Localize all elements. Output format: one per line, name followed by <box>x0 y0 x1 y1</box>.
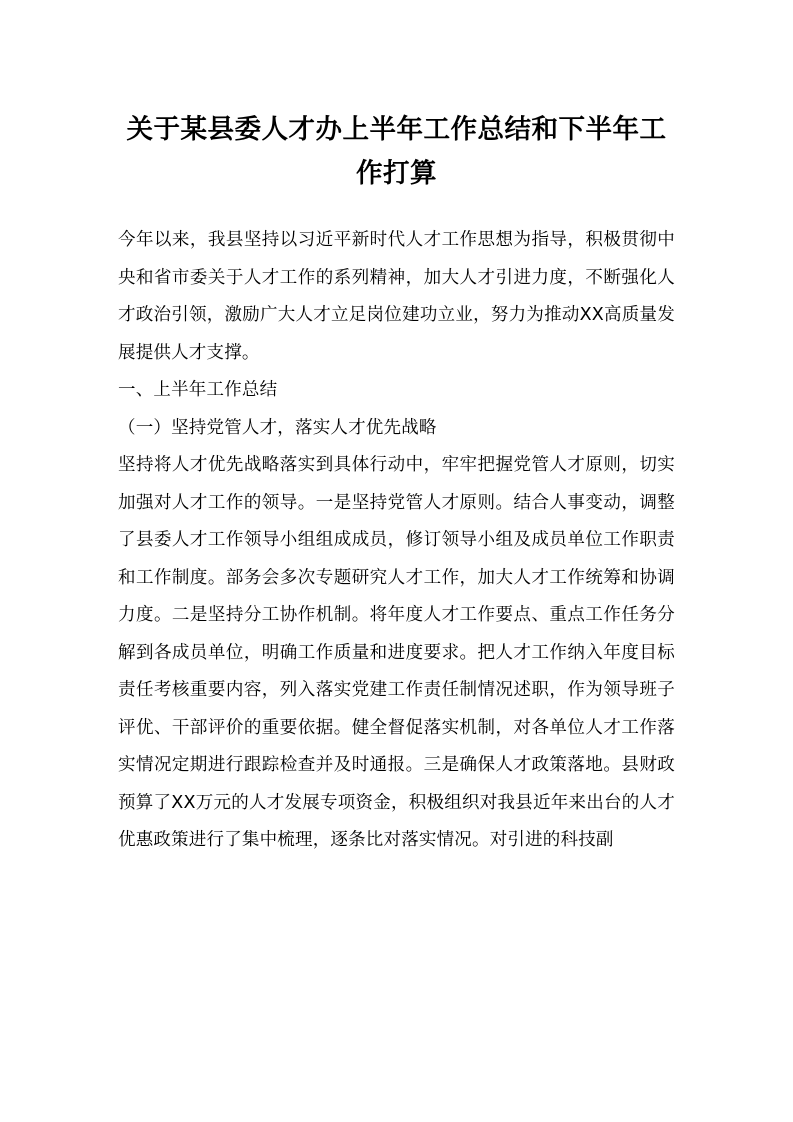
document-body <box>118 222 675 860</box>
subsection-heading-one: （一）坚持党管人才，落实人才优先战略 <box>118 417 437 438</box>
intro-paragraph: 今年以来，我县坚持以习近平新时代人才工作思想为指导，积极贯彻中央和省市委关于人才工作的系列精神，加大人才引进力度，不断强化人才政治引领，激励广大人才立足岗位建功立业，努力为推动XX高质量发展提供人才支撑。 <box>118 230 675 363</box>
page-title: 关于某县委人才办上半年工作总结和下半年工作打算 <box>126 114 667 189</box>
section-heading-one: 一、上半年工作总结 <box>118 380 278 400</box>
subsection-one-body: 坚持将人才优先战略落实到具体行动中，牢牢把握党管人才原则，切实加强对人才工作的领导。一是坚持党管人才原则。结合人事变动，调整了县委人才工作领导小组组成成员，修订领导小组及成员单位工作职责和工作制度。部务会多次专题研究人才工作，加大人才工作统筹和协调力度。二是坚持分工协作机制。将年度人才工作要点、重点工作任务分解到各成员单位，明确工作质量和进度要求。把人才工作纳入年度目标责任考核重要内容，列入落实党建工作责任制情况述职，作为领导班子评优、干部评价的重要依据。健全督促落实机制，对各单位人才工作落实情况定期进行跟踪检查并及时通报。三是确保人才政策落地。县财政预算了XX万元的人才发展专项资金，积极组织对我县近年来出台的人才优惠政策进行了集中梳理，逐条比对落实情况。对引进的科技副 <box>118 455 675 850</box>
